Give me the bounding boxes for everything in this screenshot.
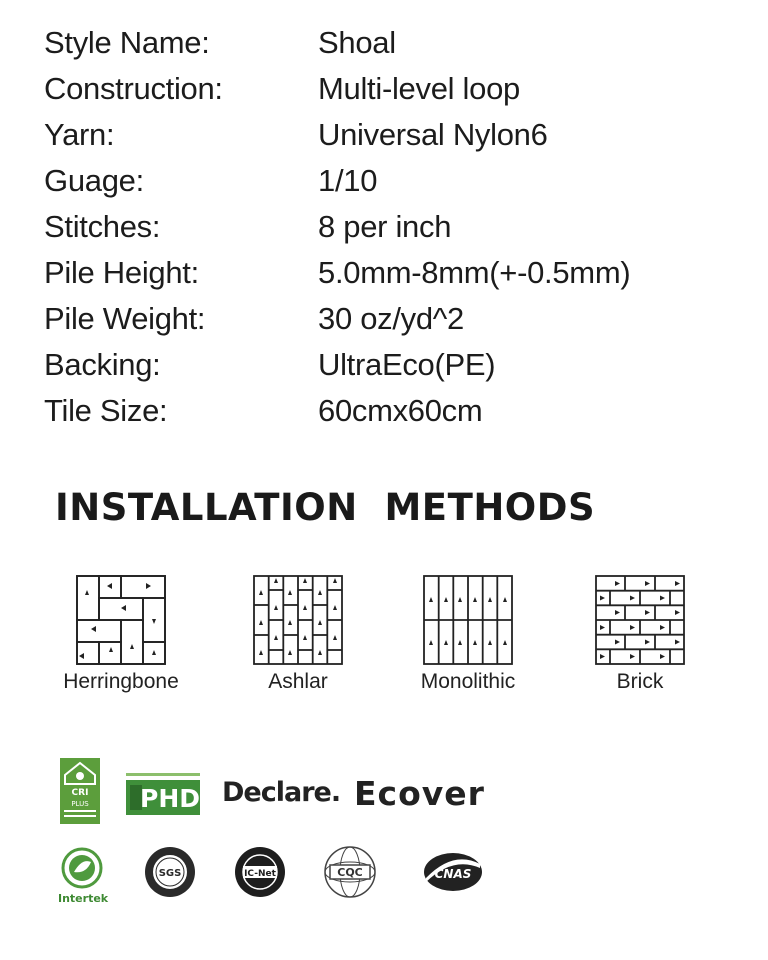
spec-label: Pile Height:: [44, 255, 199, 290]
cnas-mark-icon: [420, 848, 486, 896]
phd-text: PHD: [140, 784, 200, 813]
plus-text: PLUS: [71, 800, 89, 808]
spec-row-yarn: [44, 112, 744, 158]
spec-row-gauge: [44, 158, 744, 204]
intertek-text: Intertek: [58, 892, 109, 905]
spec-value: Multi-level loop: [318, 71, 520, 106]
declare-logo: Declare.: [222, 777, 341, 808]
method-herringbone: [36, 575, 206, 694]
method-label: Herringbone: [63, 670, 179, 693]
spec-label: Pile Weight:: [44, 301, 206, 336]
spec-label: Guage:: [44, 163, 144, 198]
spec-value: 5.0mm-8mm(+-0.5mm): [318, 255, 631, 290]
ic-net-seal-icon: [233, 845, 287, 899]
phd-badge-icon: [126, 773, 200, 815]
ic-net-text: IC-Net: [244, 869, 276, 879]
method-label: Monolithic: [420, 670, 516, 693]
cnas-text: CNAS: [434, 867, 472, 881]
installation-methods-title: INSTALLATION METHODS: [55, 486, 596, 529]
brick-pattern-icon: [595, 575, 685, 665]
cnas-logo: [420, 848, 486, 900]
cri-green-label-icon: [60, 758, 100, 824]
spec-row-construction: [44, 66, 744, 112]
cri-plus-logo: [60, 758, 100, 828]
spec-row-style-name: [44, 20, 744, 66]
ic-net-logo: [233, 845, 287, 903]
cqc-logo: [318, 845, 382, 903]
sgs-text: SGS: [158, 868, 182, 879]
spec-value: 30 oz/yd^2: [318, 301, 464, 336]
cqc-seal-icon: [318, 845, 382, 899]
method-monolithic: [383, 575, 553, 694]
spec-row-tile-size: [44, 388, 744, 434]
spec-list: [44, 20, 744, 434]
spec-value: Shoal: [318, 25, 396, 60]
method-label: Brick: [616, 670, 664, 693]
phd-logo: [126, 773, 200, 819]
sgs-seal-icon: [143, 845, 197, 899]
sgs-logo: [143, 845, 197, 903]
method-brick: [555, 575, 725, 694]
cqc-text: CQC: [337, 866, 363, 879]
spec-row-pile-height: [44, 250, 744, 296]
spec-row-stitches: [44, 204, 744, 250]
spec-value: UltraEco(PE): [318, 347, 496, 382]
spec-label: Yarn:: [44, 117, 115, 152]
method-label: Ashlar: [268, 670, 328, 693]
spec-value: 8 per inch: [318, 209, 452, 244]
intertek-logo: [58, 846, 109, 905]
spec-row-backing: [44, 342, 744, 388]
method-ashlar: [213, 575, 383, 694]
spec-value: Universal Nylon6: [318, 117, 548, 152]
spec-row-pile-weight: [44, 296, 744, 342]
intertek-green-leaf-icon: [60, 846, 104, 890]
ashlar-pattern-icon: [253, 575, 343, 665]
spec-value: 1/10: [318, 163, 378, 198]
herringbone-pattern-icon: [76, 575, 166, 665]
spec-label: Construction:: [44, 71, 223, 106]
ecover-logo: Ecover: [354, 774, 485, 813]
spec-label: Style Name:: [44, 25, 210, 60]
spec-label: Tile Size:: [44, 393, 168, 428]
monolithic-pattern-icon: [423, 575, 513, 665]
spec-value: 60cmx60cm: [318, 393, 483, 428]
cri-text: CRI: [71, 788, 89, 798]
spec-label: Backing:: [44, 347, 161, 382]
spec-label: Stitches:: [44, 209, 161, 244]
